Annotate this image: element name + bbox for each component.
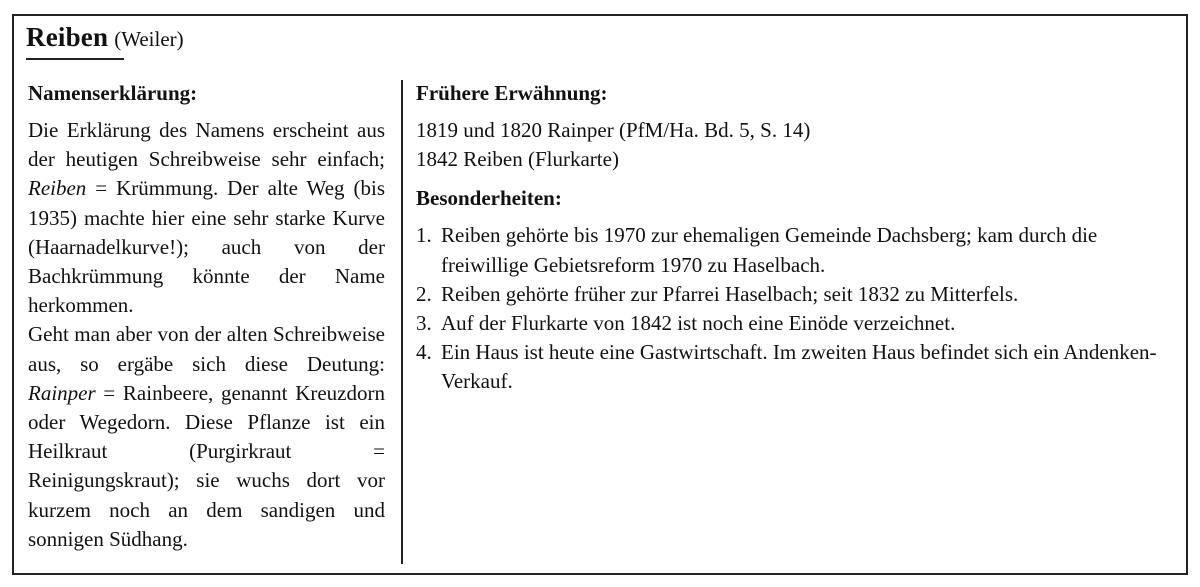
right-column — [416, 78, 1186, 397]
list-item-text: Auf der Flurkarte von 1842 ist noch eine Einöde verzeichnet. — [441, 311, 956, 336]
list-item-number: 2. — [416, 281, 432, 306]
page-title: Reiben — [26, 22, 109, 52]
list-item-number: 3. — [416, 311, 432, 336]
para1-term: Reiben — [28, 176, 87, 201]
list-item-number: 1. — [416, 223, 432, 248]
left-column — [28, 78, 385, 554]
para2-term: Rainper — [28, 380, 96, 405]
list-item — [416, 338, 1186, 396]
title-underline — [26, 58, 124, 60]
list-item-number: 4. — [416, 340, 432, 365]
list-item — [416, 221, 1186, 279]
document-frame — [12, 14, 1188, 575]
heading-besonderheiten: Besonderheiten: — [416, 186, 562, 211]
list-item-text: Ein Haus ist heute eine Gastwirtschaft. Im zweiten Haus befindet sich ein Andenken-Verkauf. — [441, 340, 1157, 394]
para2-text-b: = Rainbeere, genannt Kreuzdorn oder Wegedorn. Diese Pflanze ist ein Heilkraut (Purgirkraut = Reinigungskraut); sie wuchs dort vor kurzem noch an dem sandigen und sonnigen Südhang. — [28, 380, 385, 551]
para1-text-a: Die Erklärung des Namens erscheint aus der heutigen Schreibweise sehr einfach; — [28, 118, 385, 172]
mention-line: 1819 und 1820 Rainper (PfM/Ha. Bd. 5, S. 14) — [416, 118, 811, 142]
explanation-paragraph-2 — [28, 320, 385, 554]
page-subtitle: (Weiler) — [114, 27, 184, 51]
heading-fruehere-erwaehnung: Frühere Erwähnung: — [416, 81, 608, 105]
list-item-text: Reiben gehörte früher zur Pfarrei Haselbach; seit 1832 zu Mitterfels. — [441, 281, 1019, 306]
column-divider — [401, 80, 403, 564]
para1-text-b: = Krümmung. Der alte Weg (bis 1935) machte hier eine sehr starke Kurve (Haarnadelkurve!); auch von der Bachkrümmung könnte der Name herkommen. — [28, 176, 385, 318]
mention-line: 1842 Reiben (Flurkarte) — [416, 147, 619, 172]
name-explanation — [28, 116, 385, 554]
list-item — [416, 280, 1186, 309]
list-item-text: Reiben gehörte bis 1970 zur ehemaligen Gemeinde Dachsberg; kam durch die freiwillige Gebietsreform 1970 zu Haselbach. — [441, 223, 1098, 277]
title-row — [26, 22, 184, 53]
explanation-paragraph-1 — [28, 116, 385, 320]
earlier-mentions — [416, 116, 1186, 174]
heading-namenserklaerung: Namenserklärung: — [28, 81, 198, 105]
list-item — [416, 309, 1186, 338]
special-features-list — [416, 221, 1186, 396]
para2-text-a: Geht man aber von der alten Schreibweise aus, so ergäbe sich diese Deutung: — [28, 322, 385, 376]
